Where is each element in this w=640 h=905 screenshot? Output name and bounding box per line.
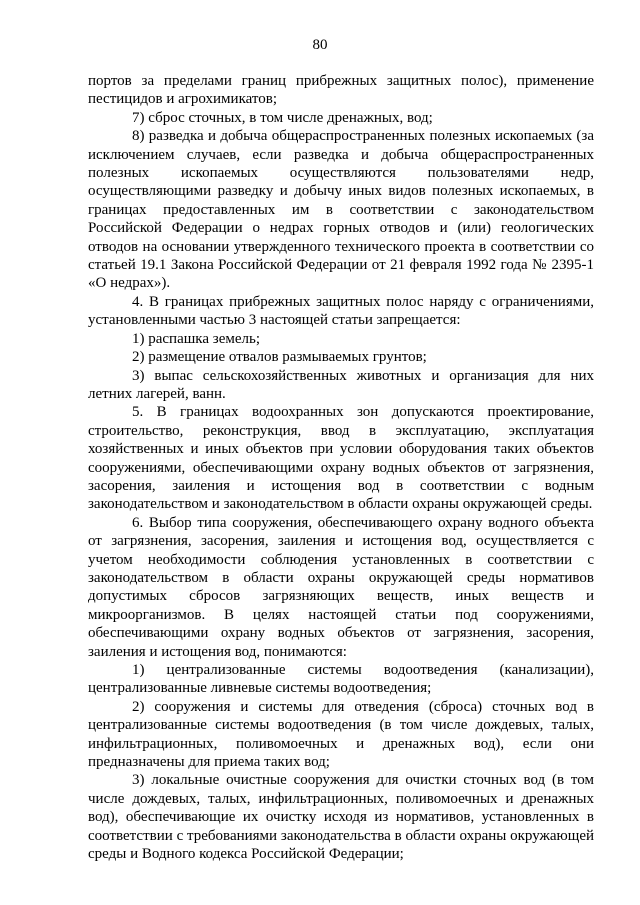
- paragraph: 2) сооружения и системы для отведения (сброса) сточных вод в централизованные системы водоотведения (в том числе дождевых, талых, инфильтрационных, поливомоечных и дренажных вод), если они предназначены для приема таких вод;: [88, 698, 594, 771]
- paragraph: 1) распашка земель;: [132, 330, 260, 347]
- paragraph: портов за пределами границ прибрежных защитных полос), применение пестицидов и агрохимикатов;: [88, 73, 594, 108]
- paragraph: 4. В границах прибрежных защитных полос наряду с ограничениями, установленными частью 3 настоящей статьи запрещается:: [88, 293, 594, 329]
- paragraph: 2) размещение отвалов размываемых грунтов;: [132, 349, 427, 366]
- page-number: 80: [312, 37, 328, 53]
- paragraph: 3) локальные очистные сооружения для очистки сточных вод (в том числе дождевых, талых, инфильтрационных, поливомоечных и дренажных вод), обеспечивающие их очистку исходя из нормативов, установленных в соответствии с требованиями законодательства в области охраны окружающей среды и Водного кодекса Российской Федерации;: [88, 772, 594, 863]
- document-body: [88, 72, 594, 863]
- paragraph: 3) выпас сельскохозяйственных животных и организация для них летних лагерей, ванн.: [88, 367, 594, 402]
- paragraph: 1) централизованные системы водоотведения (канализации), централизованные ливневые системы водоотведения;: [88, 662, 594, 697]
- paragraph: 6. Выбор типа сооружения, обеспечивающего охрану водного объекта от загрязнения, засорения, заиления и истощения вод, осуществляется с учетом необходимости соблюдения установленных в соответствии с законодательством в области охраны окружающей среды нормативов допустимых сбросов загрязняющих веществ, иных веществ и микроорганизмов. В целях настоящей статьи под сооружениями, обеспечивающими охрану водных объектов от загрязнения, засорения, заиления и истощения вод, понимаются:: [88, 514, 594, 660]
- paragraph: 7) сброс сточных, в том числе дренажных, вод;: [132, 109, 433, 126]
- paragraph: 8) разведка и добыча общераспространенных полезных ископаемых (за исключением случаев, если разведка и добыча общераспространенных полезных ископаемых осуществляются пользователями недр, осуществляющими разведку и добычу иных видов полезных ископаемых, в границах предоставленных им в соответствии с законодательством Российской Федерации о недрах горных отводов и (или) геологических отводов на основании утвержденного технического проекта в соответствии со статьей 19.1 Закона Российской Федерации от 21 февраля 1992 года № 2395-1 «О недрах»).: [88, 128, 594, 292]
- paragraph: 5. В границах водоохранных зон допускаются проектирование, строительство, реконструкция, ввод в эксплуатацию, эксплуатация хозяйственных и иных объектов при условии оборудования таких объектов сооружениями, обеспечивающими охрану водных объектов от загрязнения, засорения, заиления и истощения вод в соответствии с водным законодательством и законодательством в области охраны окружающей среды.: [88, 404, 594, 513]
